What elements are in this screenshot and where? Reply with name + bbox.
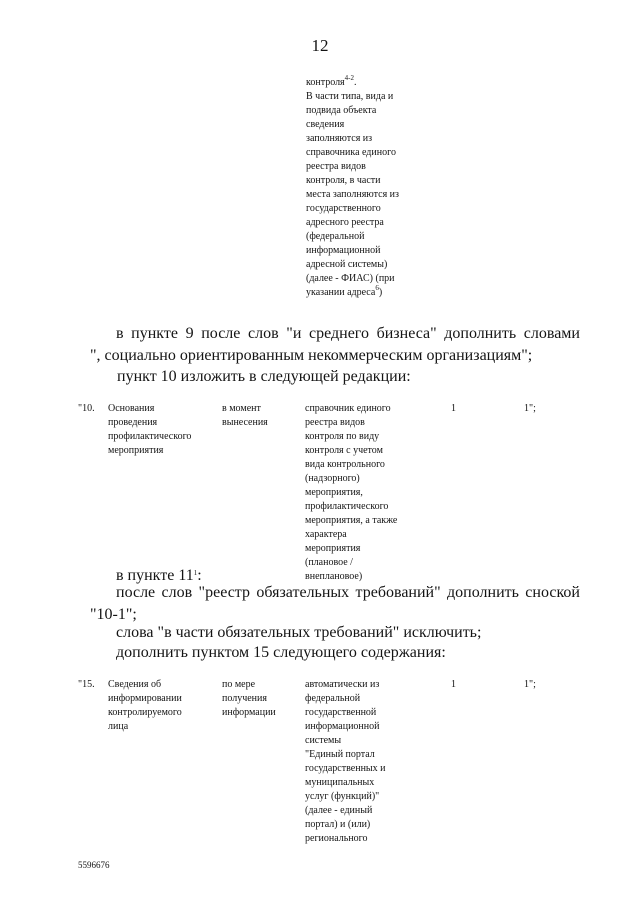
cell-line: услуг (функций)" <box>305 791 380 802</box>
cell-line: В части типа, вида и <box>306 91 394 102</box>
cell-line: (далее - единый <box>305 805 373 816</box>
fragment-first-line: контроля$^{4-2}$. <box>306 74 357 88</box>
fragment-last-line: указании адреса$^6$) <box>306 284 383 298</box>
fragment-lines <box>306 90 436 286</box>
cell-line: реестра видов <box>305 417 365 428</box>
cell-line: характера <box>305 529 347 540</box>
cell-line: (далее - ФИАС) (при <box>306 273 395 284</box>
cell-line: системы <box>305 735 342 746</box>
cell-line: в момент <box>222 403 261 414</box>
cell-line: контролируемого <box>108 707 182 718</box>
cell-line: портал) и (или) <box>305 819 371 830</box>
cell-line: справочник единого <box>305 403 391 414</box>
cell-line: мероприятия, а также <box>305 515 398 526</box>
row-15-name-cell <box>108 678 182 734</box>
row-15-when-cell <box>222 678 276 720</box>
cell-line: (федеральной <box>306 231 365 242</box>
row-10-when-cell <box>222 402 268 430</box>
cell-line: государственных и <box>305 763 386 774</box>
table-fragment-cell <box>306 76 436 300</box>
cell-line: получения <box>222 693 267 704</box>
cell-line: внеплановое) <box>305 571 363 582</box>
row-10-name-cell <box>108 402 191 458</box>
paragraph-footnote: после слов "реестр обязательных требований" дополнить сноской "10-1"; <box>90 584 580 623</box>
cell-line: справочника единого <box>306 147 396 158</box>
cell-line: заполняются из <box>306 133 373 144</box>
cell-line: места заполняются из <box>306 189 399 200</box>
cell-line: "Единый портал <box>305 749 375 760</box>
cell-line: государственного <box>306 203 381 214</box>
cell-line: информационной <box>305 721 380 732</box>
cell-line: реестра видов <box>306 161 366 172</box>
cell-line: регионального <box>305 833 368 844</box>
paragraph-item-10: пункт 10 изложить в следующей редакции: <box>117 368 411 385</box>
cell-line: сведения <box>306 119 345 130</box>
row-10-number: "10. <box>78 403 95 414</box>
cell-line: (надзорного) <box>305 473 360 484</box>
paragraph-item-9: в пункте 9 после слов "и среднего бизнеса" дополнить словами ", социально ориентированным некоммерческим организациям"; <box>90 325 580 364</box>
cell-line: адресной системы) <box>306 259 388 270</box>
cell-line: контроля, в части <box>306 175 381 186</box>
cell-line: контроля с учетом <box>305 445 383 456</box>
cell-line: подвида объекта <box>306 105 377 116</box>
cell-line: по мере <box>222 679 256 690</box>
cell-line: проведения <box>108 417 158 428</box>
cell-line: муниципальных <box>305 777 375 788</box>
cell-line: мероприятия <box>305 543 361 554</box>
row-10-col6: 1"; <box>524 403 536 414</box>
paragraph-item-11: в пункте $11^1$: <box>116 567 202 584</box>
row-15-source-cell <box>305 678 386 846</box>
row-10-col5: 1 <box>451 403 456 414</box>
cell-line: государственной <box>305 707 377 718</box>
cell-line: профилактического <box>305 501 389 512</box>
cell-line: контроля по виду <box>305 431 380 442</box>
row-15-col6: 1"; <box>524 679 536 690</box>
cell-line: информации <box>222 707 276 718</box>
paragraph-add-15: дополнить пунктом 15 следующего содержания: <box>116 644 446 661</box>
cell-line: вида контрольного <box>305 459 385 470</box>
row-15-col5: 1 <box>451 679 456 690</box>
cell-line: информировании <box>108 693 182 704</box>
cell-line: адресного реестра <box>306 217 384 228</box>
cell-line: профилактического <box>108 431 192 442</box>
cell-line: автоматически из <box>305 679 380 690</box>
cell-line: федеральной <box>305 693 361 704</box>
cell-line: лица <box>108 721 129 732</box>
cell-line: мероприятия <box>108 445 164 456</box>
cell-line: вынесения <box>222 417 268 428</box>
row-15-number: "15. <box>78 679 95 690</box>
document-id: 5596676 <box>78 860 110 870</box>
page-number: 12 <box>311 36 329 55</box>
row-10-source-cell <box>305 402 397 584</box>
paragraph-exclude: слова "в части обязательных требований" исключить; <box>116 624 482 641</box>
cell-line: (плановое / <box>305 557 353 568</box>
cell-line: мероприятия, <box>305 487 363 498</box>
cell-line: Основания <box>108 403 155 414</box>
cell-line: информационной <box>306 245 381 256</box>
cell-line: Сведения об <box>108 679 162 690</box>
